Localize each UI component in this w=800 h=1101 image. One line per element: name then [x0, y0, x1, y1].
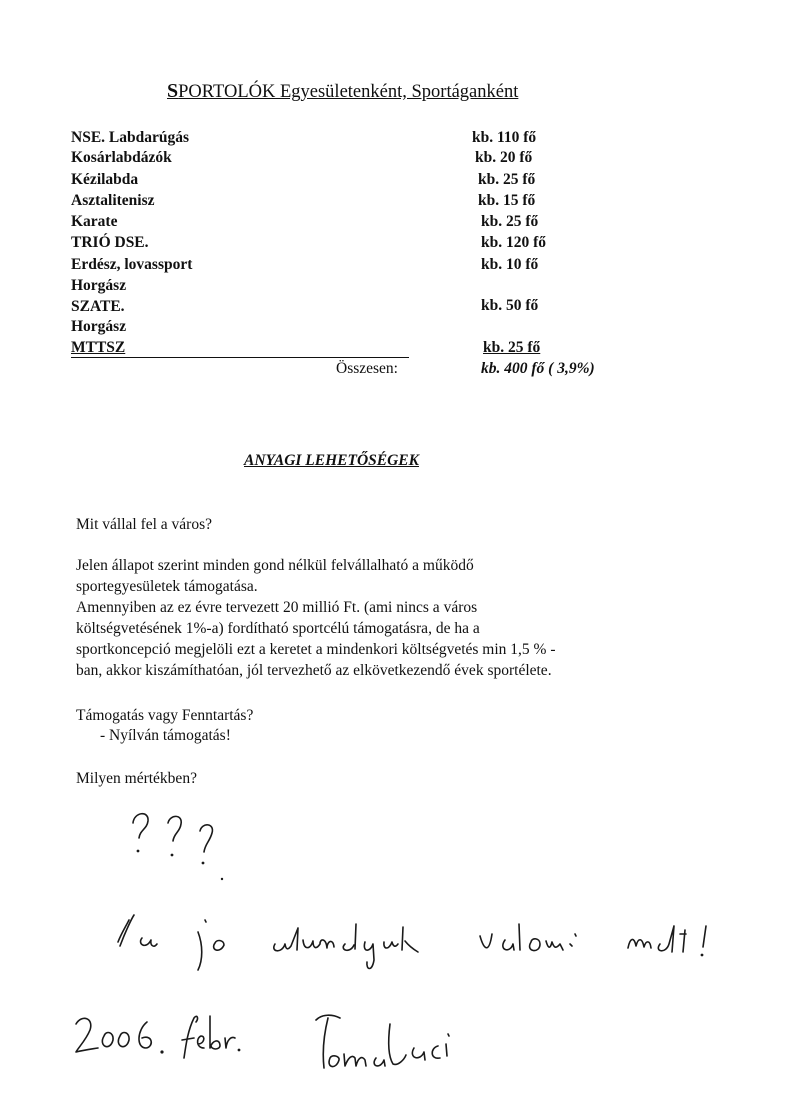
paragraph-line: költségvetésének 1%-a) fordítható sportcélú támogatásra, de ha a [76, 620, 480, 637]
sport-name: SZATE. [71, 298, 125, 315]
total-label: Összesen: [336, 360, 398, 377]
sport-count: kb. 25 fő [478, 171, 536, 188]
paragraph-line: Amennyiben az ez évre tervezett 20 millió Ft. (ami nincs a város [76, 599, 478, 616]
sport-name: Karate [71, 213, 118, 230]
sport-count: kb. 25 fő [481, 213, 539, 230]
handwritten-note [118, 915, 706, 970]
title-text: PORTOLÓK Egyesületenként, Sportáganként [178, 82, 519, 102]
question-text: Támogatás vagy Fenntartás? [76, 707, 254, 724]
title-initial: S [167, 80, 179, 102]
sport-count: kb. 110 fő [472, 129, 537, 146]
sport-name: Kézilabda [71, 171, 139, 188]
sport-count: kb. 10 fő [481, 256, 539, 273]
sport-name: Horgász [71, 318, 127, 335]
sport-name: MTTSZ [71, 339, 126, 356]
sport-name: Asztalitenisz [71, 192, 155, 209]
sport-count: kb. 50 fő [481, 297, 539, 314]
sport-count: kb. 15 fő [478, 192, 536, 209]
question-text: Mit vállal fel a város? [76, 516, 213, 533]
sport-name: Erdész, lovassport [71, 256, 193, 273]
paragraph-line: ban, akkor kiszámíthatóan, jól tervezhető az elkövetkezendő évek sportélete. [76, 662, 552, 679]
paragraph-line: sportegyesületek támogatása. [76, 578, 258, 595]
sport-count: kb. 25 fő [483, 339, 541, 356]
total-value: kb. 400 fő ( 3,9%) [481, 360, 595, 377]
sport-count: kb. 120 fő [481, 234, 547, 251]
sport-name: Kosárlabdázók [71, 149, 172, 166]
paragraph-line: sportkoncepció megjelöli ezt a keretet a mindenkori költségvetés min 1,5 % - [76, 641, 556, 658]
sport-count: kb. 20 fő [475, 149, 533, 166]
question-text: Milyen mértékben? [76, 770, 197, 787]
sport-name: Horgász [71, 277, 127, 294]
answer-text: - Nyílván támogatás! [100, 727, 231, 744]
paragraph-line: Jelen állapot szerint minden gond nélkül felvállalható a működő [76, 557, 474, 574]
sport-name: TRIÓ DSE. [71, 234, 149, 251]
section-heading: ANYAGI LEHETŐSÉGEK [244, 452, 419, 469]
handwritten-signature [316, 1015, 449, 1068]
handwritten-question-marks [133, 814, 223, 881]
sport-name: NSE. Labdarúgás [71, 129, 190, 146]
handwritten-date [76, 1016, 240, 1058]
